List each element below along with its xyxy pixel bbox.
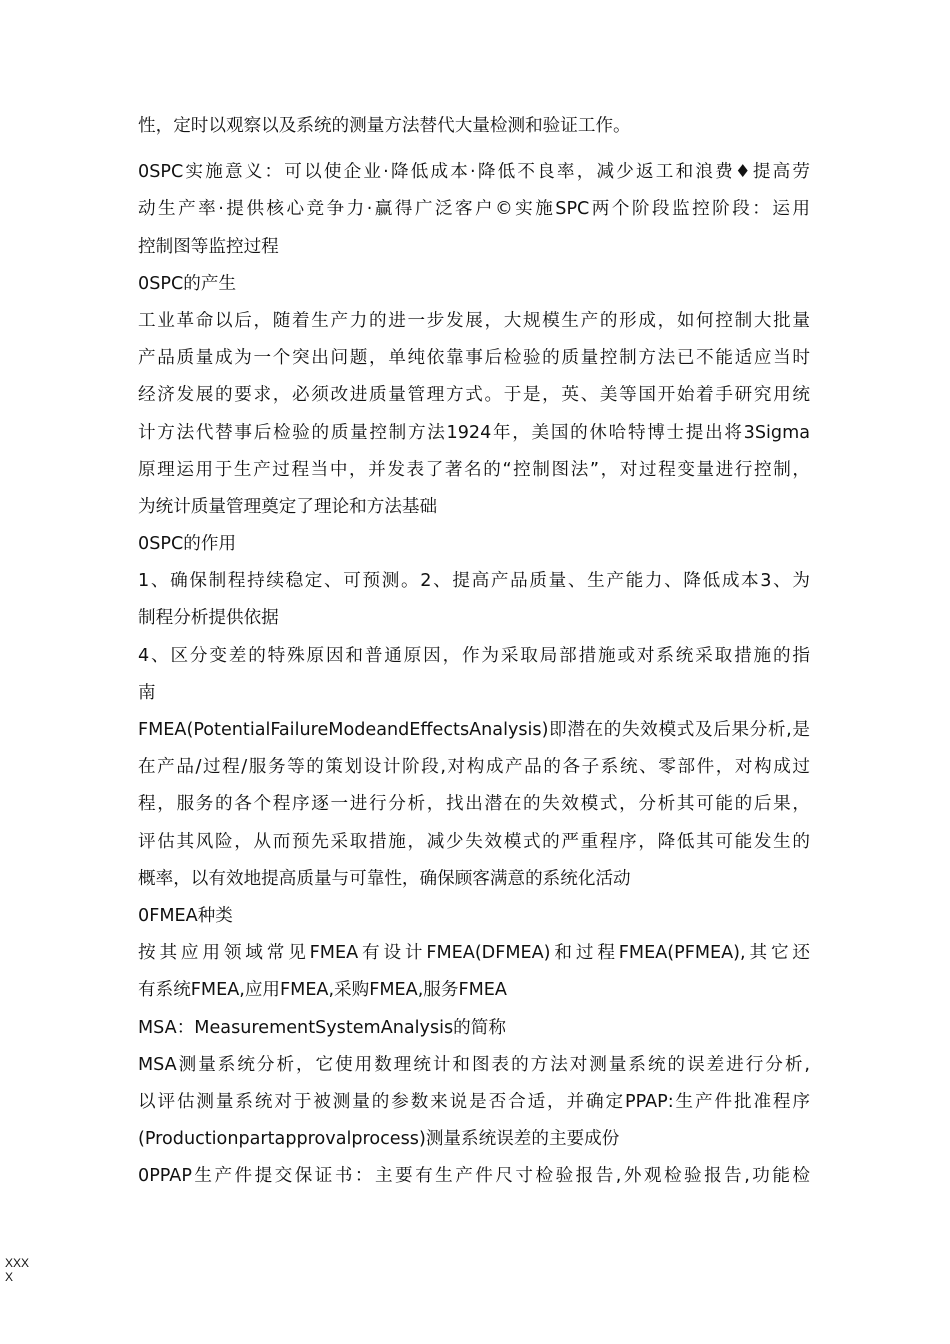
footer-line-1: XXX (5, 1256, 30, 1270)
text-line-18: 在产品/过程/服务等的策划设计阶段,对构成产品的各子系统、零部件，对构成过 (138, 757, 810, 778)
text-line-21: 概率，以有效地提高质量与可靠性，确保顾客满意的系统化活动 (138, 868, 631, 889)
text-line-6: 工业革命以后，随着生产力的进一步发展，大规模生产的形成，如何控制大批量 (138, 310, 810, 331)
text-line-27: 以评估测量系统对于被测量的参数来说是否合适，并确定PPAP:生产件批准程序 (138, 1091, 810, 1112)
text-line-7: 产品质量成为一个突出问题，单纯依靠事后检验的质量控制方法已不能适应当时 (138, 348, 810, 369)
text-line-9: 计方法代替事后检验的质量控制方法1924年，美国的休哈特博士提出将3Sigma (138, 422, 810, 443)
text-line-16: 南 (138, 682, 156, 703)
text-line-15: 4、区分变差的特殊原因和普通原因，作为采取局部措施或对系统采取措施的指 (138, 645, 810, 666)
text-line-26: MSA测量系统分析，它使用数理统计和图表的方法对测量系统的误差进行分析, (138, 1054, 810, 1075)
text-line-24: 有系统FMEA,应用FMEA,采购FMEA,服务FMEA (138, 980, 507, 1001)
text-line-11: 为统计质量管理奠定了理论和方法基础 (138, 496, 438, 517)
text-line-19: 程，服务的各个程序逐一进行分析，找出潜在的失效模式，分析其可能的后果， (138, 794, 810, 815)
text-line-14: 制程分析提供依据 (138, 608, 279, 629)
section-heading-spc-role: 0SPC的作用 (138, 534, 237, 555)
text-line-29: 0PPAP生产件提交保证书：主要有生产件尺寸检验报告,外观检验报告,功能检 (138, 1166, 810, 1187)
paragraph-gap (138, 145, 810, 154)
text-line-17: FMEA(PotentialFailureModeandEffectsAnalysis)即潜在的失效模式及后果分析,是 (138, 720, 810, 740)
text-line-3: 动生产率·提供核心竞争力·赢得广泛客户©实施SPC两个阶段监控阶段：运用 (138, 199, 810, 220)
text-line-28: (Productionpartapprovalprocess)测量系统误差的主要成份 (138, 1129, 620, 1150)
text-line-4: 控制图等监控过程 (138, 236, 279, 257)
text-line-23: 按其应用领域常见FMEA有设计FMEA(DFMEA)和过程FMEA(PFMEA),其它还 (138, 943, 810, 964)
text-line-25: MSA：MeasurementSystemAnalysis的简称 (138, 1017, 506, 1038)
text-line-13: 1、确保制程持续稳定、可预测。2、提高产品质量、生产能力、降低成本3、为 (138, 571, 810, 592)
section-heading-spc-origin: 0SPC的产生 (138, 273, 237, 294)
document-body (138, 108, 810, 1195)
text-line-2: 0SPC实施意义：可以使企业·降低成本·降低不良率，减少返工和浪费♦提高劳 (138, 162, 810, 183)
text-line-20: 评估其风险，从而预先采取措施，减少失效模式的严重程序，降低其可能发生的 (138, 831, 810, 852)
page-footer (5, 1256, 29, 1284)
text-line-1: 性，定时以观察以及系统的测量方法替代大量检测和验证工作。 (138, 116, 631, 136)
section-heading-fmea-types: 0FMEA种类 (138, 905, 233, 926)
text-line-10: 原理运用于生产过程当中，并发表了著名的“控制图法”，对过程变量进行控制， (138, 459, 810, 480)
footer-line-2: X (5, 1270, 14, 1284)
text-line-8: 经济发展的要求，必须改进质量管理方式。于是，英、美等国开始着手研究用统 (138, 385, 810, 406)
